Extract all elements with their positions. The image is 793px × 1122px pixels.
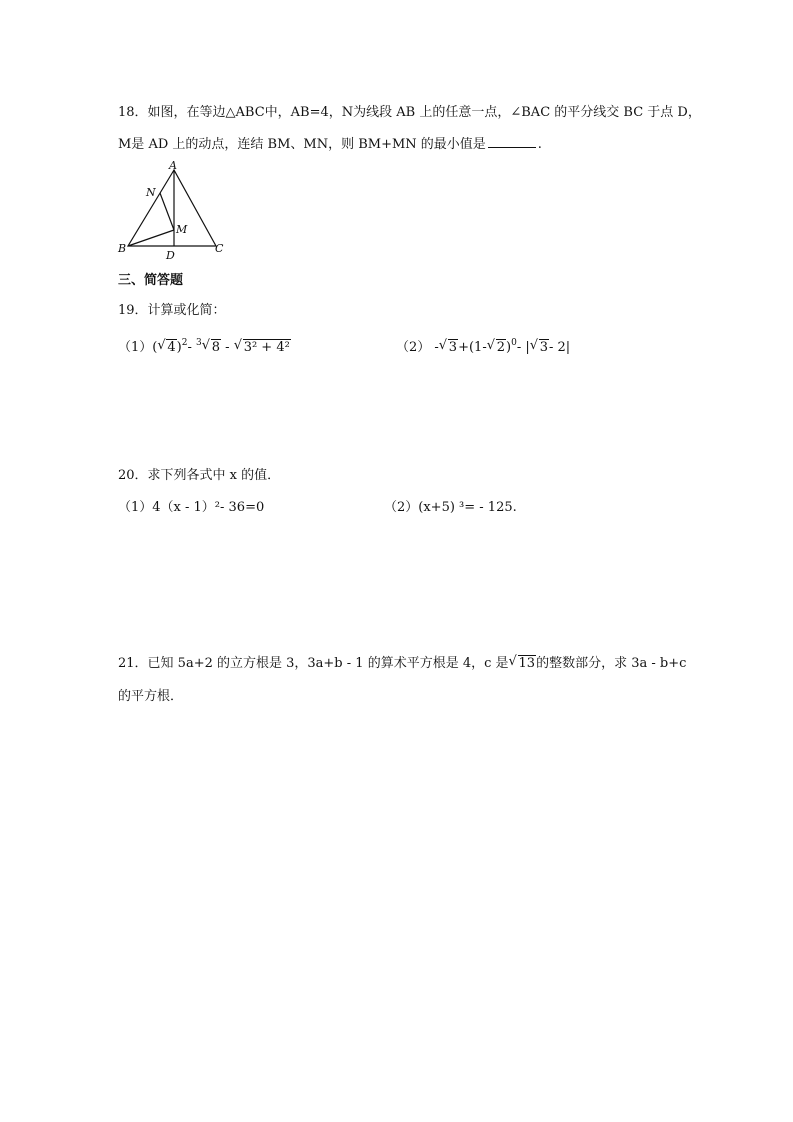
section-heading: 三、简答题 [118,273,184,288]
segment-nm [160,193,174,230]
q19-title: 19．计算或化简： [118,303,226,318]
q18-line2-end: . [537,137,542,152]
q19-part1 [118,339,291,358]
q19-p2-mid: +(1- [458,340,487,355]
label-m: M [176,223,188,236]
sqrt-13: √ 13 [508,654,536,671]
sqrt-3: √ 3 [438,338,458,355]
q19-part2 [396,339,570,358]
triangle-figure [112,158,232,262]
q18-line2 [118,135,542,154]
triangle-abc [128,170,216,246]
sqrt-2: √ 2 [486,338,505,355]
q19-p1-exp: 2 [181,338,188,348]
q21-line2: 的平方根． [118,689,184,704]
cube-root-index: 3 [195,338,202,348]
label-n: N [146,186,156,199]
q21-line1-text: 21．已知 5a+2 的立方根是 3，3a+b - 1 的算术平方根是 4，c 是 [118,656,509,671]
label-c: C [215,242,224,255]
answer-blank[interactable] [488,135,536,148]
q20-part2: （2）(x+5) ³= - 125. [384,500,517,515]
q19-p2-rest: - | [516,340,530,355]
q18-line1: 18．如图，在等边△ABC中，AB=4，N为线段 AB 上的任意一点，∠BAC 的平分线交 BC 于点 D， [118,105,701,120]
label-b: B [118,242,127,255]
q19-p1-minus2: - [225,340,230,355]
sqrt-3-abs: √ 3 [529,338,548,355]
q18-line2-text: M是 AD 上的动点，连结 BM、MN，则 BM+MN 的最小值是 [118,137,486,152]
q21-line1 [118,655,686,673]
label-d: D [166,249,175,262]
segment-bm [128,230,174,246]
label-a: A [169,159,177,172]
q19-p1-minus1: - [187,340,192,355]
q19-p2-close: ) [506,340,512,355]
q19-p1-close: ) [176,340,182,355]
cbrt-8: √ 8 [201,338,220,355]
q20-title: 20．求下列各式中 x 的值． [118,468,281,483]
q19-p2-label: （2） - [396,340,439,355]
q19-p2-exp: 0 [511,338,517,348]
q19-p1-label: （1）( [118,340,158,355]
q20-part1: （1）4（x - 1）²- 36=0 [118,500,265,515]
sqrt-sum-squares: √ 3² + 4² [233,338,290,355]
q21-line1-end: 的整数部分，求 3a - b+c [536,656,687,671]
sqrt-4: √ 4 [157,338,176,355]
q19-p2-end: - 2| [549,340,571,355]
